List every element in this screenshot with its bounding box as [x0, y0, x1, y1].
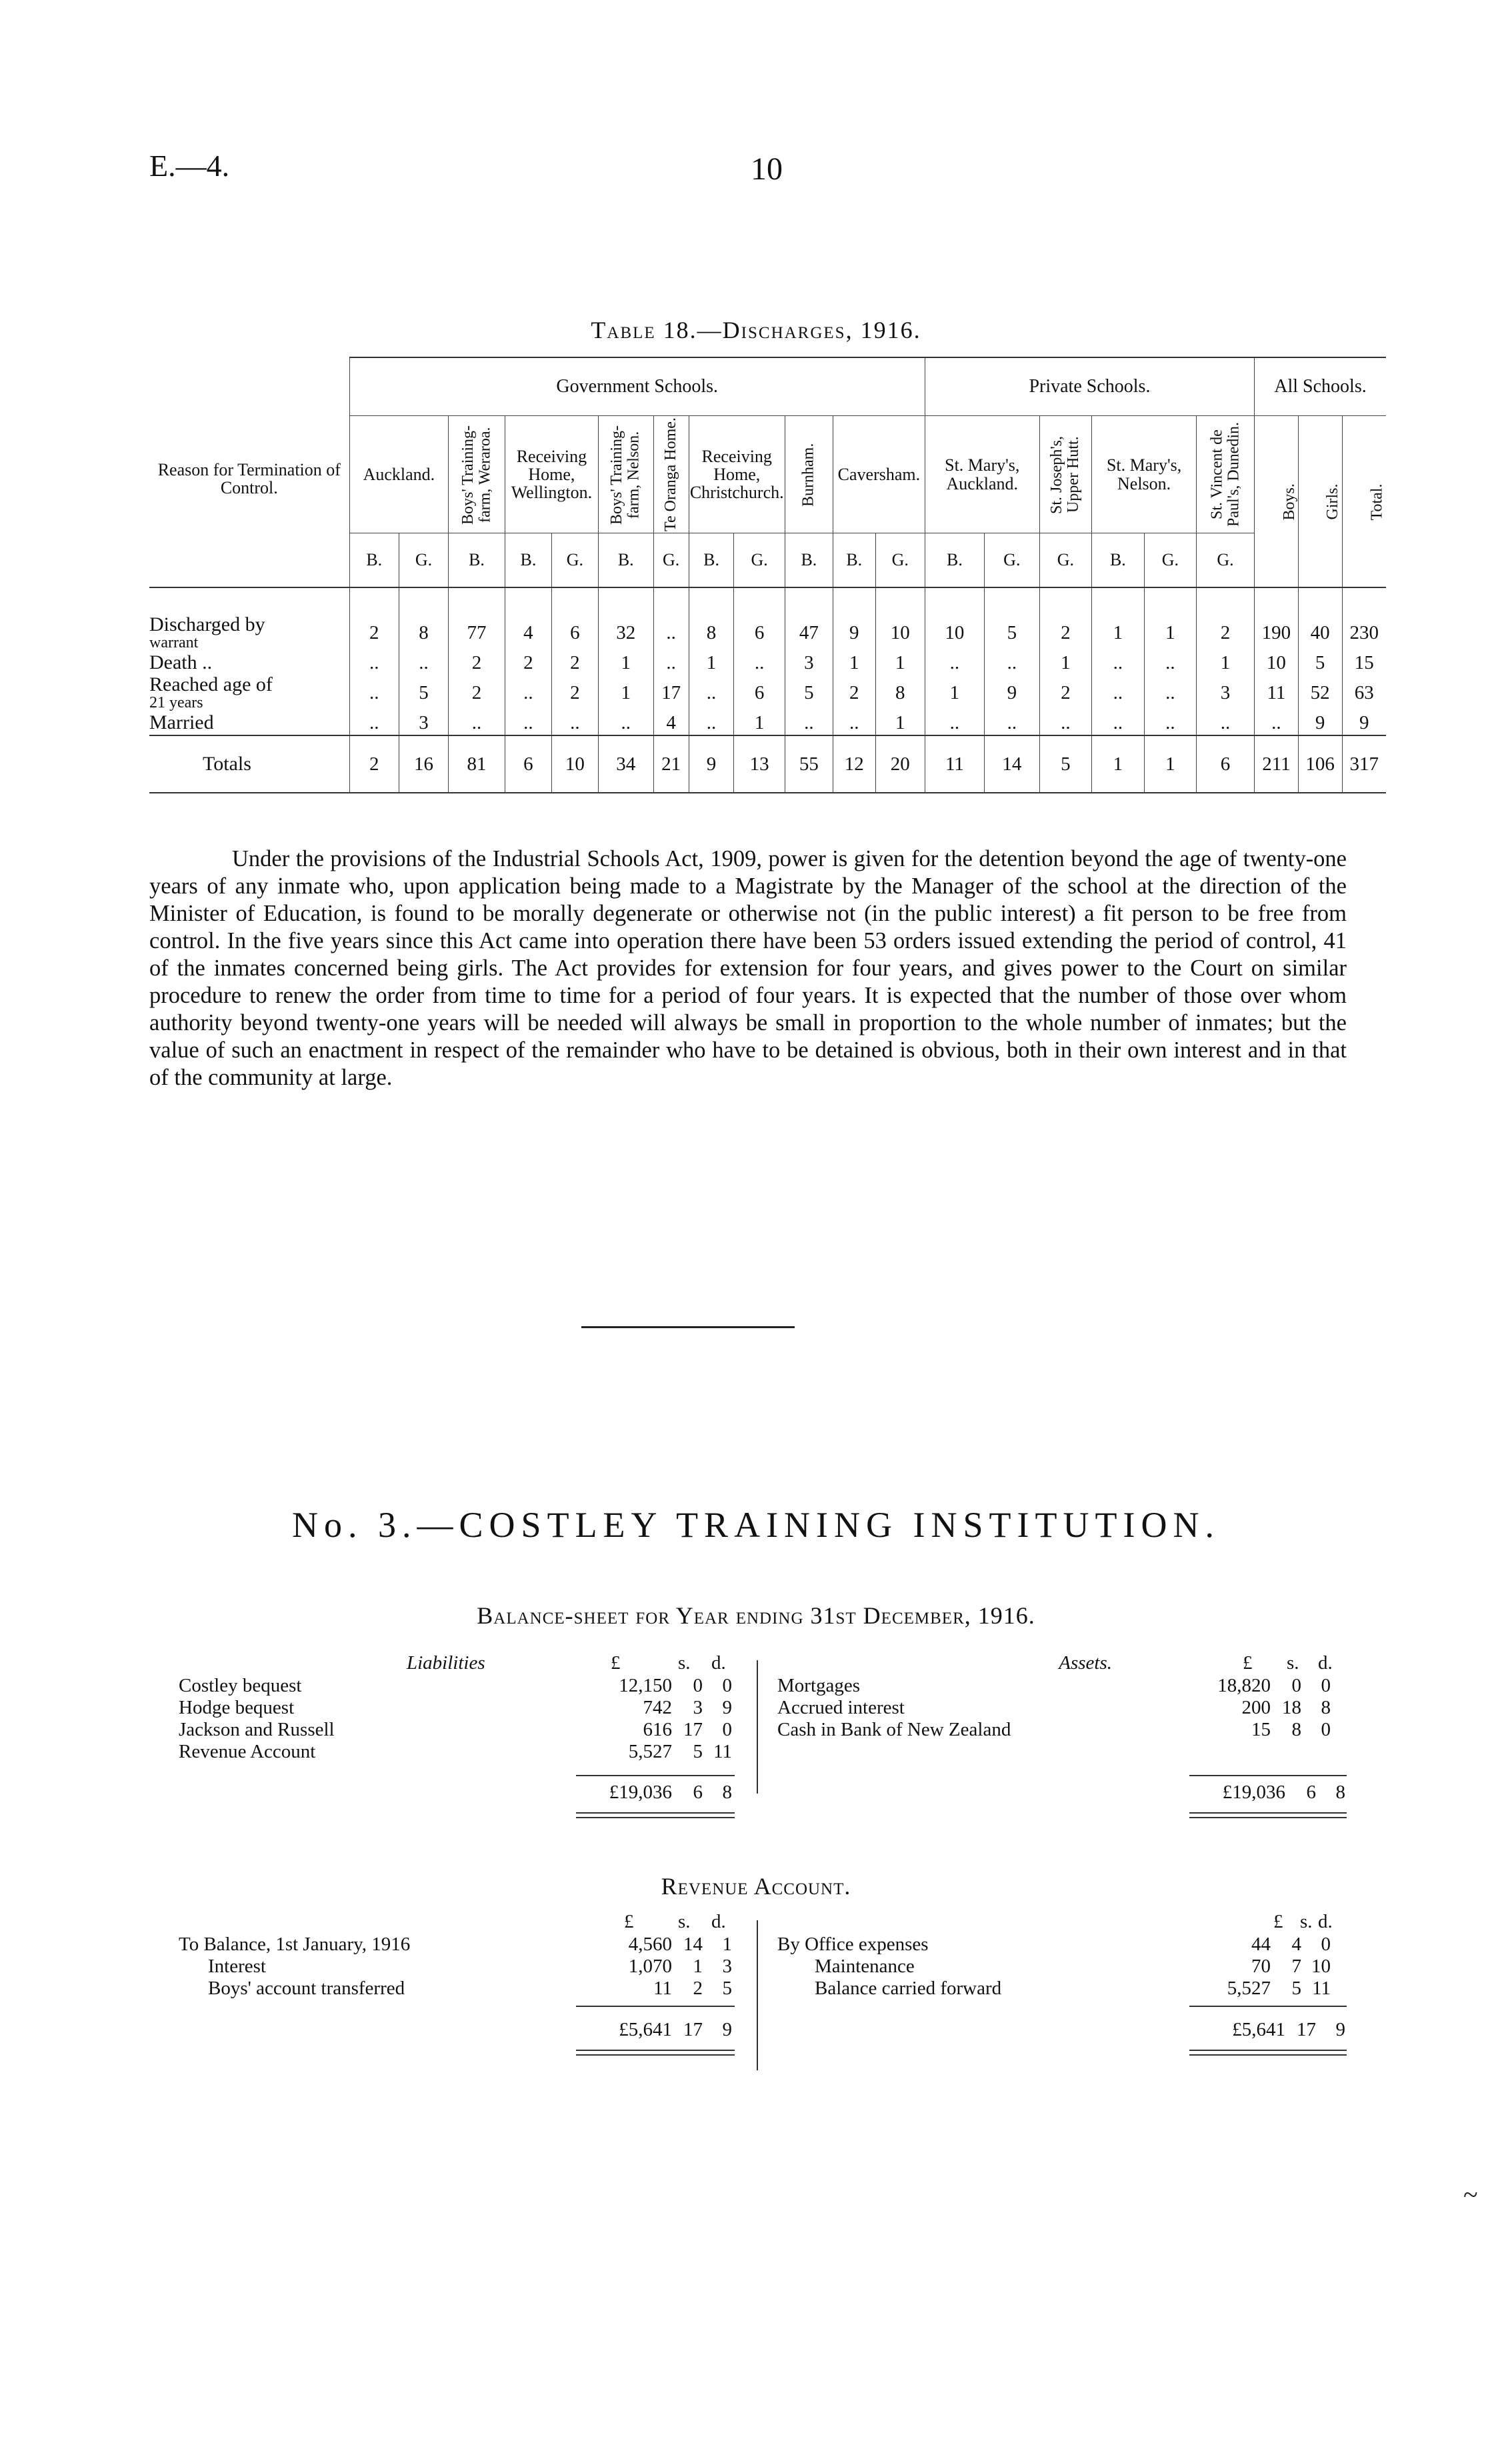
account-label: Cash in Bank of New Zealand: [777, 1719, 1011, 1740]
total-pence: 9: [1335, 2019, 1345, 2040]
amount-shillings: 18: [1282, 1697, 1301, 1718]
amount-shillings: 4: [1291, 1934, 1301, 1955]
table-cell: ..: [1144, 675, 1196, 711]
section-divider: [581, 1326, 795, 1328]
amount-pounds: 5,527: [628, 1741, 672, 1762]
table-cell: 4: [653, 711, 689, 735]
table-cell: ..: [349, 651, 399, 675]
lsd-shilling: s.: [1300, 1911, 1313, 1932]
col-boys: Boys.: [1255, 416, 1299, 588]
table-cell: 5: [399, 675, 448, 711]
table-cell: ..: [1092, 711, 1144, 735]
total-pounds: £19,036: [1222, 1782, 1285, 1803]
table-cell: 9: [1298, 711, 1342, 735]
liabilities-sum-rule: [576, 1775, 735, 1776]
amount-pence: 11: [713, 1741, 732, 1762]
amount-pounds: 5,527: [1227, 1978, 1271, 1999]
lsd-pound: £: [611, 1652, 621, 1674]
table-cell: 15: [1342, 651, 1386, 675]
table-cell: 5: [785, 675, 833, 711]
col-burnham: Burnham.: [785, 416, 833, 533]
table-cell: 230: [1342, 587, 1386, 651]
totals-row: [149, 735, 1386, 793]
table-cell: 6: [734, 675, 785, 711]
table-cell: ..: [449, 711, 505, 735]
account-row: [777, 1697, 1344, 1719]
page-number: 10: [751, 151, 783, 187]
account-label: Mortgages: [777, 1675, 861, 1696]
account-row: [179, 1934, 743, 1956]
liabilities-list: [179, 1675, 743, 1763]
bg-label: G.: [399, 533, 448, 588]
amount-shillings: 5: [1291, 1978, 1301, 1999]
group-all: All Schools.: [1255, 357, 1386, 416]
account-row: [179, 1719, 743, 1741]
table-cell: ..: [984, 651, 1039, 675]
amount-pounds: 70: [1251, 1956, 1271, 1977]
amount-pounds: 616: [643, 1719, 672, 1740]
row-reason-text: Married: [149, 711, 214, 733]
table-cell: 1: [1039, 651, 1091, 675]
amount-pounds: 200: [1241, 1697, 1271, 1718]
amount-pence: 0: [722, 1675, 732, 1696]
account-label: Maintenance: [815, 1956, 915, 1977]
table-cell: 3: [785, 651, 833, 675]
amount-shillings: 0: [693, 1675, 703, 1696]
bg-label: G.: [1197, 533, 1255, 588]
bg-label: B.: [505, 533, 551, 588]
account-label: To Balance, 1st January, 1916: [179, 1934, 411, 1955]
bg-label: B.: [689, 533, 734, 588]
col-nelson-farm: Boys' Training-farm, Nelson.: [598, 416, 653, 533]
total-pence: 8: [722, 1782, 732, 1803]
revenue-credit-sum-rule: [1189, 2006, 1347, 2007]
row-reason-continued: 21 years: [149, 694, 203, 711]
col-te-oranga: Te Oranga Home.: [653, 416, 689, 533]
table-cell: ..: [551, 711, 598, 735]
totals-cell: 10: [551, 735, 598, 793]
assets-list: [777, 1675, 1344, 1741]
table-cell: 52: [1298, 675, 1342, 711]
amount-shillings: 3: [693, 1697, 703, 1718]
margin-mark-icon: ~: [1463, 2180, 1478, 2210]
group-private: Private Schools.: [925, 357, 1254, 416]
balance-sheet-title: Balance-sheet for Year ending 31st December, 1916.: [477, 1602, 1035, 1629]
amount-shillings: 17: [683, 1719, 703, 1740]
account-row: [179, 1956, 743, 1978]
account-row: [777, 1719, 1344, 1741]
group-government: Government Schools.: [349, 357, 925, 416]
table-cell: 9: [833, 587, 875, 651]
table-cell: 2: [833, 675, 875, 711]
bg-label: B.: [785, 533, 833, 588]
table-cell: ..: [399, 651, 448, 675]
account-label: Jackson and Russell: [179, 1719, 335, 1740]
table-cell: 2: [449, 675, 505, 711]
total-shillings: 17: [683, 2019, 703, 2040]
table-cell: 32: [598, 587, 653, 651]
amount-pounds: 15: [1251, 1719, 1271, 1740]
table-cell: 8: [689, 587, 734, 651]
table-cell: 10: [925, 587, 984, 651]
totals-cell: 317: [1342, 735, 1386, 793]
table-cell: ..: [925, 711, 984, 735]
amount-shillings: 5: [693, 1741, 703, 1762]
bg-label: G.: [875, 533, 925, 588]
col-st-vincent: St. Vincent de Paul's, Dunedin.: [1197, 416, 1255, 533]
assets-heading-text: Assets.: [1059, 1652, 1112, 1674]
table-cell: ..: [833, 711, 875, 735]
section-title: No. 3.—COSTLEY TRAINING INSTITUTION.: [292, 1505, 1220, 1545]
lsd-shilling: s.: [1287, 1652, 1299, 1674]
table-cell: 2: [349, 587, 399, 651]
amount-pounds: 1,070: [628, 1956, 672, 1977]
totals-cell: 6: [1197, 735, 1255, 793]
table-row: [149, 587, 1386, 651]
total-pounds: £5,641: [1232, 2019, 1285, 2040]
bg-label: B.: [349, 533, 399, 588]
total-pence: 9: [722, 2019, 732, 2040]
amount-pounds: 12,150: [619, 1675, 672, 1696]
table-cell: 1: [734, 711, 785, 735]
table-cell: 1: [1144, 587, 1196, 651]
table-cell: 11: [1255, 675, 1299, 711]
assets-heading: [1032, 1652, 1112, 1674]
col-weraroa: Boys' Training-farm, Weraroa.: [449, 416, 505, 533]
totals-cell: 81: [449, 735, 505, 793]
bg-label: B.: [833, 533, 875, 588]
total-pounds: £19,036: [609, 1782, 672, 1803]
col-auckland: Auckland.: [349, 416, 448, 533]
lsd-pence: d.: [1318, 1911, 1333, 1932]
lsd-pound: £: [1243, 1652, 1253, 1674]
totals-cell: 106: [1298, 735, 1342, 793]
table-cell: ..: [1144, 711, 1196, 735]
totals-cell: 12: [833, 735, 875, 793]
table-cell: 10: [1255, 651, 1299, 675]
table-cell: 5: [1298, 651, 1342, 675]
col-caversham: Caversham.: [833, 416, 925, 533]
liabilities-heading-text: Liabilities: [407, 1652, 485, 1674]
totals-cell: 1: [1092, 735, 1144, 793]
table-cell: ..: [925, 651, 984, 675]
account-row: [179, 1675, 743, 1697]
table-cell: ..: [734, 651, 785, 675]
amount-pence: 0: [1321, 1719, 1331, 1740]
table-cell: 40: [1298, 587, 1342, 651]
table-title: Table 18.—Discharges, 1916.: [591, 317, 921, 343]
col-total: Total.: [1342, 416, 1386, 588]
total-pence: 8: [1335, 1782, 1345, 1803]
body-paragraph: [149, 845, 1347, 1091]
row-reason: [149, 651, 349, 675]
bg-label: G.: [653, 533, 689, 588]
row-reason: [149, 711, 349, 735]
table-cell: 9: [1342, 711, 1386, 735]
table-cell: 2: [1039, 587, 1091, 651]
table-cell: 1: [1092, 587, 1144, 651]
total-shillings: 6: [693, 1782, 703, 1803]
totals-label: Totals: [149, 735, 349, 793]
table-cell: 2: [1039, 675, 1091, 711]
lsd-pound: £: [624, 1911, 634, 1932]
account-label: Interest: [208, 1956, 266, 1977]
bg-label: G.: [734, 533, 785, 588]
account-row: [179, 1978, 743, 2000]
bg-label: B.: [449, 533, 505, 588]
table-cell: 8: [399, 587, 448, 651]
lsd-pence: d.: [1318, 1652, 1333, 1674]
revenue-debit-sum-rule: [576, 2006, 735, 2007]
row-reason-continued: warrant: [149, 634, 199, 651]
table-cell: 5: [984, 587, 1039, 651]
revenue-title: Revenue Account.: [661, 1873, 851, 1900]
table-cell: 6: [734, 587, 785, 651]
account-row: [777, 1978, 1344, 2000]
table-cell: ..: [598, 711, 653, 735]
row-reason: [149, 587, 349, 651]
bg-label: B.: [1092, 533, 1144, 588]
account-row: [777, 1956, 1344, 1978]
table-cell: ..: [349, 675, 399, 711]
table-cell: 1: [598, 675, 653, 711]
table-cell: 3: [399, 711, 448, 735]
lsd-pence: d.: [711, 1652, 726, 1674]
amount-pence: 1: [722, 1934, 732, 1955]
account-label: Hodge bequest: [179, 1697, 295, 1718]
amount-pence: 9: [722, 1697, 732, 1718]
table-cell: 1: [689, 651, 734, 675]
bg-label: B.: [598, 533, 653, 588]
table-cell: 1: [925, 675, 984, 711]
total-pounds: £5,641: [619, 2019, 672, 2040]
table-cell: 47: [785, 587, 833, 651]
account-label: By Office expenses: [777, 1934, 929, 1955]
table-cell: 4: [505, 587, 551, 651]
amount-pence: 3: [722, 1956, 732, 1977]
revenue-credit-double-rule: [1189, 2050, 1347, 2056]
row-reason-text: Reached age of: [149, 673, 273, 695]
account-row: [777, 1675, 1344, 1697]
row-reason-text: Death ..: [149, 651, 213, 673]
amount-pence: 0: [722, 1719, 732, 1740]
totals-cell: 34: [598, 735, 653, 793]
row-reason-text: Discharged by: [149, 613, 265, 635]
revenue-vertical-rule: [757, 1920, 758, 2070]
lsd-pound: £: [1273, 1911, 1283, 1932]
table-row: [149, 711, 1386, 735]
totals-cell: 55: [785, 735, 833, 793]
table-cell: ..: [1144, 651, 1196, 675]
totals-cell: 211: [1255, 735, 1299, 793]
totals-cell: 20: [875, 735, 925, 793]
lsd-shilling: s.: [678, 1652, 691, 1674]
bg-label: G.: [1039, 533, 1091, 588]
table-cell: 8: [875, 675, 925, 711]
amount-pence: 10: [1311, 1956, 1331, 1977]
table-cell: ..: [505, 711, 551, 735]
totals-cell: 1: [1144, 735, 1196, 793]
totals-cell: 5: [1039, 735, 1091, 793]
account-row: [179, 1697, 743, 1719]
table-cell: 1: [598, 651, 653, 675]
table-cell: ..: [785, 711, 833, 735]
reason-header-text: Reason for Termination of Control.: [157, 459, 341, 497]
amount-pence: 0: [1321, 1934, 1331, 1955]
table-cell: ..: [1255, 711, 1299, 735]
table-cell: ..: [1197, 711, 1255, 735]
lsd-pence: d.: [711, 1911, 726, 1932]
table-cell: ..: [1039, 711, 1091, 735]
amount-pence: 8: [1321, 1697, 1331, 1718]
amount-pence: 5: [722, 1978, 732, 1999]
table-cell: 2: [551, 675, 598, 711]
table-cell: 1: [875, 651, 925, 675]
table-row: [149, 651, 1386, 675]
amount-shillings: 8: [1291, 1719, 1301, 1740]
amount-pounds: 4,560: [628, 1934, 672, 1955]
amount-pounds: 44: [1251, 1934, 1271, 1955]
amount-pence: 0: [1321, 1675, 1331, 1696]
table-cell: 9: [984, 675, 1039, 711]
totals-cell: 16: [399, 735, 448, 793]
table-cell: 17: [653, 675, 689, 711]
revenue-credit-list: [777, 1934, 1344, 2000]
totals-cell: 6: [505, 735, 551, 793]
assets-double-rule: [1189, 1812, 1347, 1818]
liabilities-heading: [407, 1652, 507, 1674]
account-label: Boys' account transferred: [208, 1978, 405, 1999]
table-cell: 2: [551, 651, 598, 675]
totals-cell: 13: [734, 735, 785, 793]
bg-label: G.: [551, 533, 598, 588]
table-cell: ..: [689, 675, 734, 711]
table-cell: ..: [653, 651, 689, 675]
totals-cell: 14: [984, 735, 1039, 793]
table-cell: 6: [551, 587, 598, 651]
table-cell: ..: [505, 675, 551, 711]
table-cell: ..: [653, 587, 689, 651]
table-cell: 2: [1197, 587, 1255, 651]
assets-sum-rule: [1189, 1775, 1347, 1776]
amount-shillings: 7: [1291, 1956, 1301, 1977]
table-cell: 1: [1197, 651, 1255, 675]
account-label: Costley bequest: [179, 1675, 302, 1696]
totals-cell: 11: [925, 735, 984, 793]
document-reference: E.—4.: [149, 149, 230, 183]
row-reason: [149, 675, 349, 711]
amount-pence: 11: [1312, 1978, 1331, 1999]
table-cell: 190: [1255, 587, 1299, 651]
amount-shillings: 2: [693, 1978, 703, 1999]
table-cell: ..: [689, 711, 734, 735]
revenue-debit-double-rule: [576, 2050, 735, 2056]
table-cell: ..: [984, 711, 1039, 735]
amount-pounds: 18,820: [1217, 1675, 1271, 1696]
table-cell: ..: [1092, 675, 1144, 711]
col-girls: Girls.: [1298, 416, 1342, 588]
account-row: [777, 1934, 1344, 1956]
account-label: Revenue Account: [179, 1741, 316, 1762]
account-label: Balance carried forward: [815, 1978, 1002, 1999]
table-cell: ..: [349, 711, 399, 735]
totals-cell: 21: [653, 735, 689, 793]
bg-label: G.: [1144, 533, 1196, 588]
totals-cell: 2: [349, 735, 399, 793]
table-cell: 1: [875, 711, 925, 735]
amount-pounds: 11: [653, 1978, 672, 1999]
revenue-debit-list: [179, 1934, 743, 2000]
table-cell: 10: [875, 587, 925, 651]
table-cell: 1: [833, 651, 875, 675]
col-christchurch: Receiving Home, Christchurch.: [689, 416, 785, 533]
col-st-marys-nelson: St. Mary's, Nelson.: [1092, 416, 1197, 533]
paragraph-text: Under the provisions of the Industrial Schools Act, 1909, power is given for the detention beyond the age of twenty-one years of any inmate who, upon application being made to a Magistrate by the Manager of the school at the direction of the Minister of Education, is found to be morally degenerate or otherwise not (in the public interest) a fit person to be free from control. In the five years since this Act came into operation there have been 53 orders issued extending the period of control, 41 of the inmates concerned being girls. The Act provides for extension for four years, and gives power to the Court on similar procedure to renew the order from time to time for a period of four years. It is expected that the number of those over whom authority beyond twenty-one years will be needed will always be small in proportion to the whole number of inmates; but the value of such an enactment in respect of the remainder who have to be detained is obvious, both in their own interest and in that of the community at large.: [149, 846, 1347, 1090]
col-st-josephs: St. Joseph's, Upper Hutt.: [1039, 416, 1091, 533]
bg-label: G.: [984, 533, 1039, 588]
reason-header: [149, 357, 349, 587]
table-row: [149, 675, 1386, 711]
col-wellington: Receiving Home, Wellington.: [505, 416, 598, 533]
totals-cell: 9: [689, 735, 734, 793]
table-cell: 2: [449, 651, 505, 675]
total-shillings: 17: [1297, 2019, 1316, 2040]
liabilities-double-rule: [576, 1812, 735, 1818]
amount-shillings: 1: [693, 1956, 703, 1977]
table-cell: 2: [505, 651, 551, 675]
col-st-marys-auckland: St. Mary's, Auckland.: [925, 416, 1039, 533]
lsd-shilling: s.: [678, 1911, 691, 1932]
table-cell: 3: [1197, 675, 1255, 711]
balance-vertical-rule: [757, 1660, 758, 1794]
amount-shillings: 14: [683, 1934, 703, 1955]
account-label: Accrued interest: [777, 1697, 905, 1718]
table-cell: ..: [1092, 651, 1144, 675]
table-cell: 63: [1342, 675, 1386, 711]
total-shillings: 6: [1306, 1782, 1316, 1803]
table-cell: 77: [449, 587, 505, 651]
amount-pounds: 742: [643, 1697, 672, 1718]
bg-label: B.: [925, 533, 984, 588]
account-row: [179, 1741, 743, 1763]
discharges-table: [149, 357, 1386, 793]
amount-shillings: 0: [1291, 1675, 1301, 1696]
